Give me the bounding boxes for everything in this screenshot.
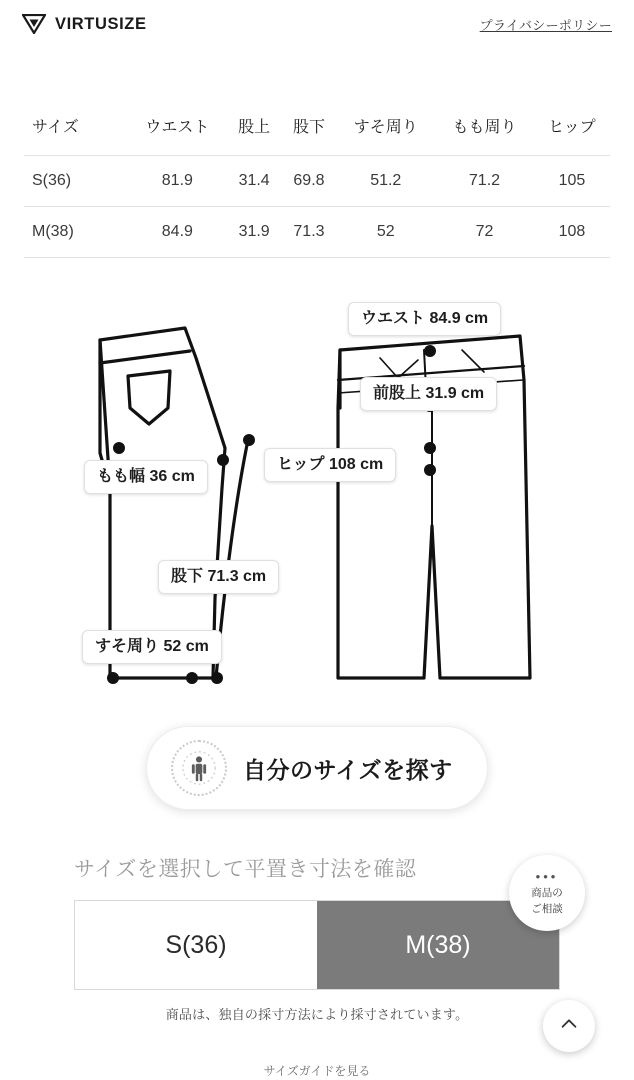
table-col-inseam: 股下 bbox=[292, 119, 325, 136]
consult-label-line1: 商品の bbox=[531, 887, 563, 900]
table-col-hip: ヒップ bbox=[548, 119, 596, 136]
chevron-up-icon bbox=[558, 1013, 580, 1040]
size-selector-heading: サイズを選択して平置き寸法を確認 bbox=[74, 858, 417, 881]
table-col-waist: ウエスト bbox=[145, 119, 210, 136]
cell-size: S(36) bbox=[32, 172, 72, 189]
garment-diagram bbox=[0, 288, 634, 708]
cell-rise: 31.9 bbox=[238, 223, 270, 240]
consult-dots-icon: ••• bbox=[535, 869, 559, 885]
callout-hem: すそ周り 52 cm bbox=[82, 630, 222, 664]
cell-thigh: 71.2 bbox=[468, 172, 501, 189]
person-in-circle-icon bbox=[171, 740, 227, 796]
brand-name: VIRTUSIZE bbox=[55, 14, 147, 33]
find-my-size-button[interactable] bbox=[146, 726, 488, 810]
page-header bbox=[0, 0, 634, 48]
callout-front-rise: 前股上 31.9 cm bbox=[360, 377, 497, 411]
cell-inseam: 71.3 bbox=[293, 223, 325, 240]
cell-hip: 105 bbox=[558, 172, 586, 189]
cell-hem: 52 bbox=[376, 223, 395, 240]
table-col-size: サイズ bbox=[32, 119, 79, 136]
measurements-table bbox=[24, 98, 610, 258]
brand bbox=[22, 14, 147, 34]
measurement-note: 商品は、独自の採寸方法により採寸されています。 bbox=[165, 1007, 469, 1022]
cell-hip: 108 bbox=[558, 223, 586, 240]
cell-waist: 81.9 bbox=[161, 172, 193, 189]
cell-thigh: 72 bbox=[475, 223, 494, 240]
size-tab-s36[interactable]: S(36) bbox=[75, 901, 317, 989]
cell-inseam: 69.8 bbox=[293, 172, 325, 189]
scroll-to-top-button[interactable] bbox=[543, 1000, 595, 1052]
find-my-size-label: 自分のサイズを探す bbox=[243, 756, 453, 783]
cell-size: M(38) bbox=[32, 223, 74, 240]
virtusize-logo-icon bbox=[22, 14, 46, 34]
callout-inseam: 股下 71.3 cm bbox=[158, 560, 279, 594]
size-selector-tabs[interactable] bbox=[74, 900, 560, 990]
callout-hip: ヒップ 108 cm bbox=[264, 448, 396, 482]
table-row bbox=[24, 156, 610, 207]
table-col-thigh: もも周り bbox=[452, 119, 517, 136]
cell-waist: 84.9 bbox=[161, 223, 193, 240]
table-col-rise: 股上 bbox=[238, 119, 271, 136]
callout-thigh-width: もも幅 36 cm bbox=[84, 460, 208, 494]
cell-rise: 31.4 bbox=[238, 172, 270, 189]
table-header-row bbox=[24, 98, 610, 156]
callout-waist: ウエスト 84.9 cm bbox=[348, 302, 501, 336]
size-tab-m38[interactable]: M(38) bbox=[317, 901, 559, 989]
table-col-hem: すそ周り bbox=[353, 119, 418, 136]
product-consult-button[interactable] bbox=[509, 855, 585, 931]
size-guide-link[interactable]: サイズガイドを見る bbox=[263, 1064, 371, 1078]
cell-hem: 51.2 bbox=[370, 172, 402, 189]
consult-label-line2: ご相談 bbox=[531, 902, 563, 915]
table-row bbox=[24, 207, 610, 258]
privacy-policy-link[interactable]: プライバシーポリシー bbox=[479, 17, 612, 33]
